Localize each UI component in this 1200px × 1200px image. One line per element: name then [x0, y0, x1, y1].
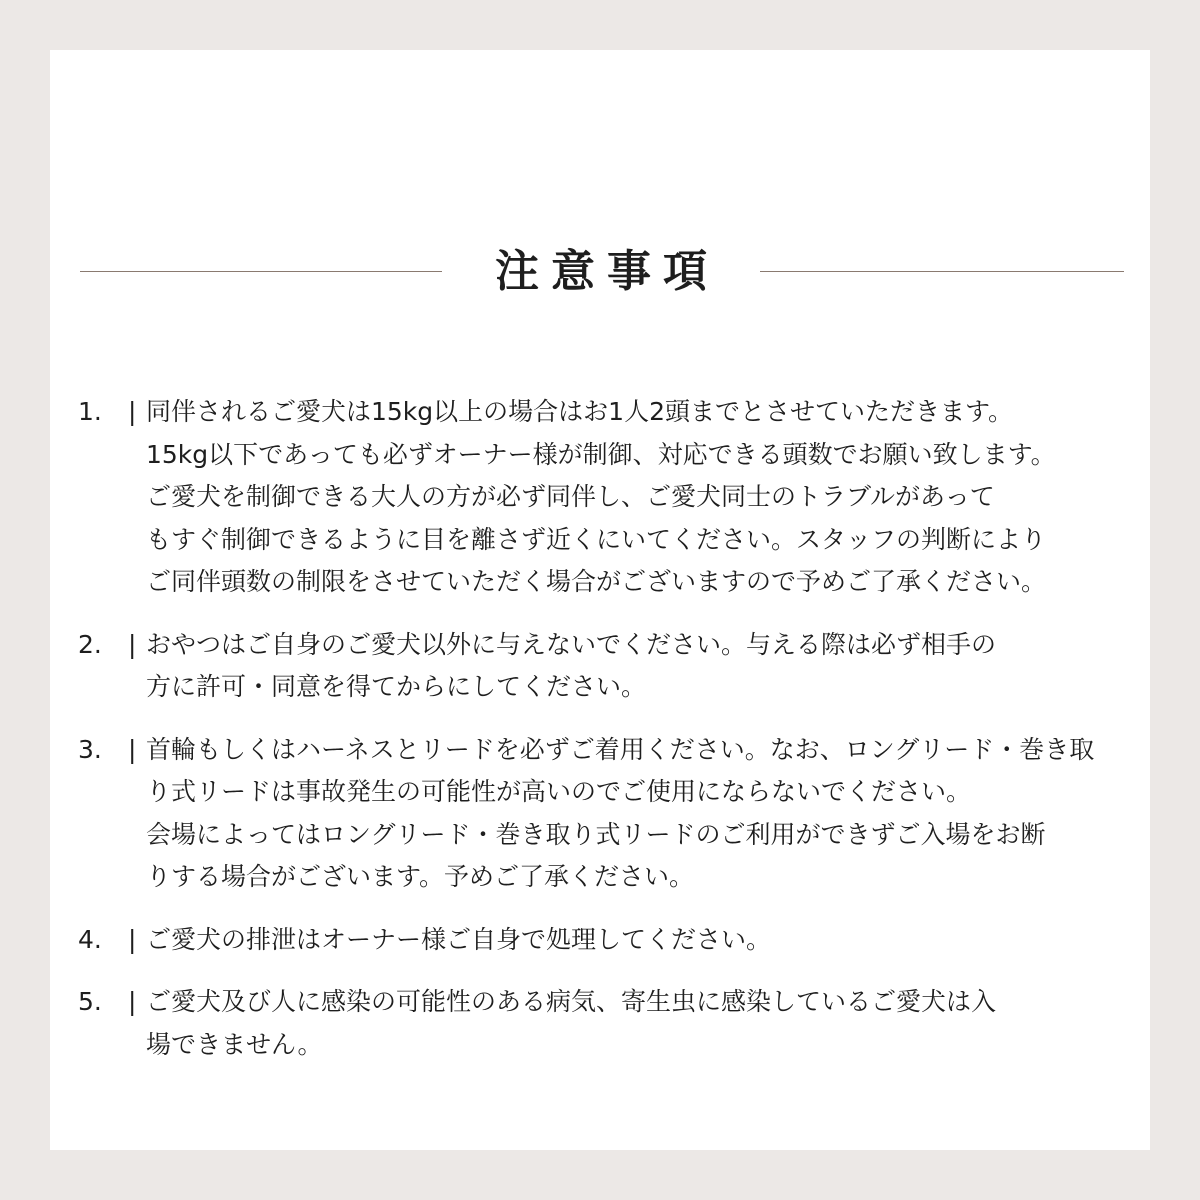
notice-item-2 [78, 624, 1128, 709]
item-line: ご愛犬を制御できる大人の方が必ず同伴し、ご愛犬同士のトラブルがあって [146, 482, 995, 511]
item-line: ご愛犬及び人に感染の可能性のある病気、寄生虫に感染しているご愛犬は入 [146, 987, 997, 1016]
item-separator: | [128, 924, 137, 954]
item-body [146, 391, 1128, 604]
item-line: 首輪もしくはハーネスとリードを必ずご着用ください。なお、ロングリード・巻き取 [146, 734, 1095, 764]
item-line: 会場によってはロングリード・巻き取り式リードのご利用ができずご入場をお断 [146, 819, 1046, 849]
item-separator: | [128, 397, 137, 426]
heading-rule-left [80, 271, 442, 272]
item-line: もすぐ制御できるように目を離さず近くにいてください。スタッフの判断により [146, 524, 1047, 554]
item-number: 5. [78, 987, 102, 1016]
item-body [146, 981, 1128, 1066]
item-line: ご愛犬の排泄はオーナー様ご自身で処理してください。 [146, 924, 772, 954]
item-number: 4. [78, 924, 102, 954]
item-number: 1. [78, 397, 102, 426]
item-line: 15kg以下であっても必ずオーナー様が制御、対応できる頭数でお願い致します。 [146, 439, 1056, 469]
notice-item-1 [78, 391, 1128, 604]
notice-item-4 [78, 919, 1128, 962]
item-number: 2. [78, 629, 102, 659]
item-body [146, 919, 1128, 962]
item-body [146, 729, 1128, 899]
heading-row [50, 240, 1150, 310]
notice-list [78, 391, 1128, 1086]
item-separator: | [128, 629, 137, 659]
notice-item-5 [78, 981, 1128, 1066]
item-line: り式リードは事故発生の可能性が高いのでご使用にならないでください。 [146, 777, 972, 806]
item-body [146, 624, 1128, 709]
page-title: 注意事項 [495, 246, 719, 297]
item-separator: | [128, 987, 137, 1016]
item-line: 場できません。 [146, 1029, 323, 1059]
item-line: おやつはご自身のご愛犬以外に与えないでください。与える際は必ず相手の [146, 629, 997, 659]
item-separator: | [128, 734, 137, 764]
item-line: りする場合がございます。予めご了承ください。 [146, 862, 695, 891]
item-line: 方に許可・同意を得てからにしてください。 [146, 672, 647, 701]
item-number: 3. [78, 734, 102, 764]
item-line: 同伴されるご愛犬は15kg以上の場合はお1人2頭までとさせていただきます。 [146, 397, 1013, 426]
notice-panel [50, 50, 1150, 1150]
item-line: ご同伴頭数の制限をさせていただく場合がございますので予めご了承ください。 [146, 567, 1047, 596]
heading-rule-right [760, 271, 1124, 272]
notice-item-3 [78, 729, 1128, 899]
